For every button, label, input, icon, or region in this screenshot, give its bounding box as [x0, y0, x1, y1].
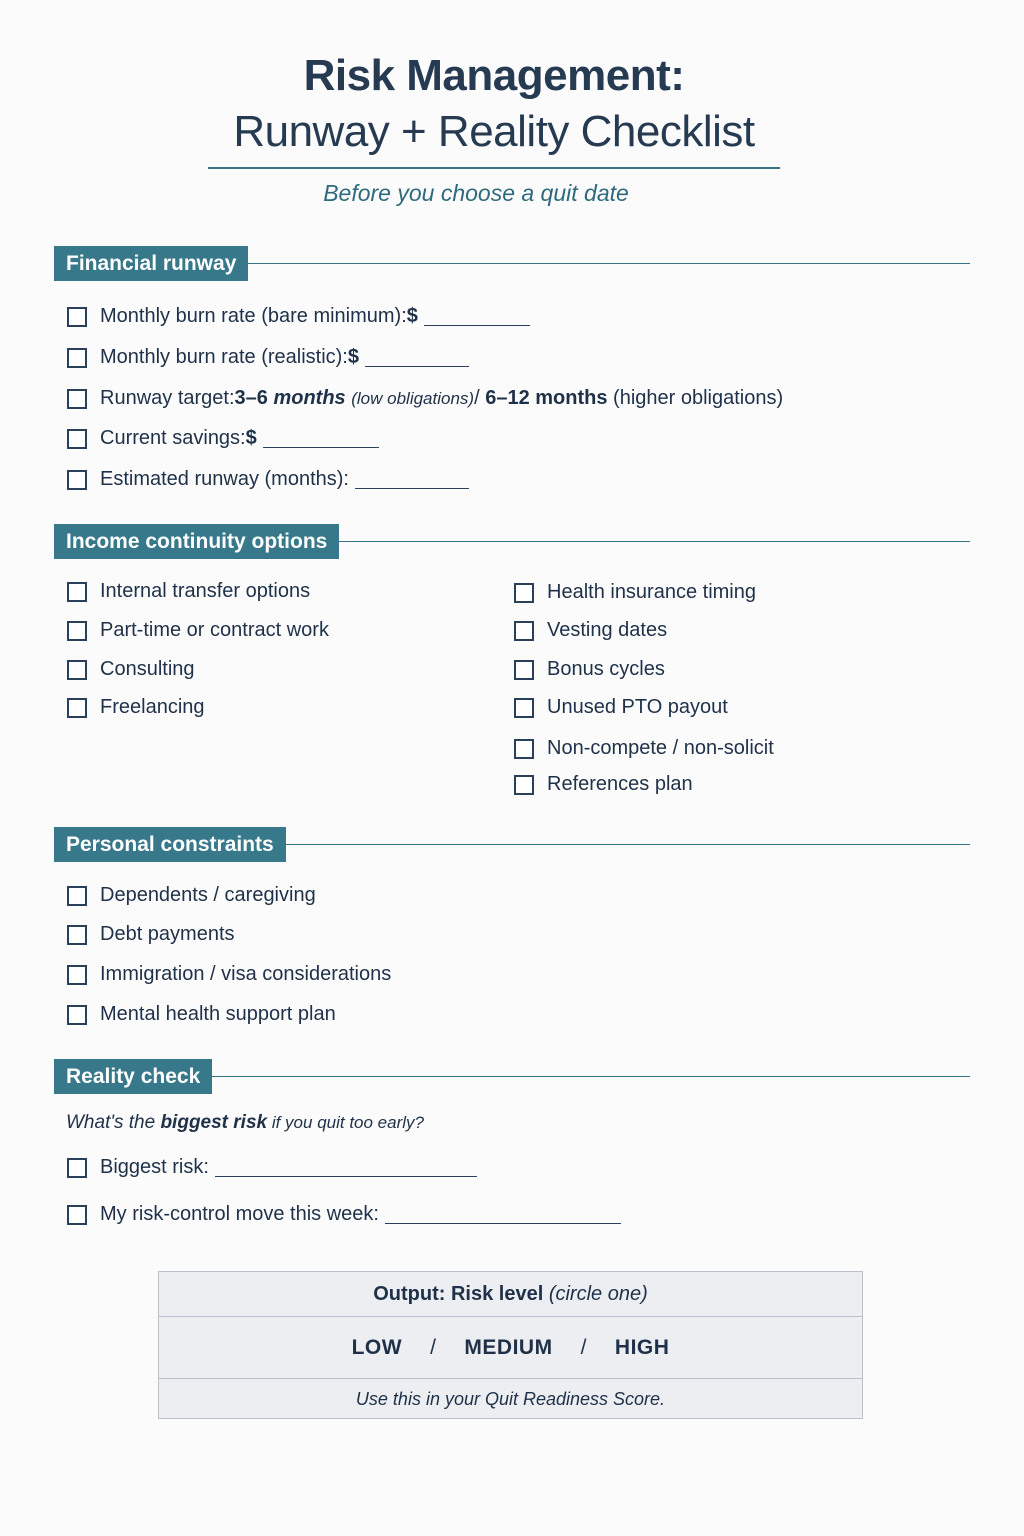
output-footer: Use this in your Quit Readiness Score. [355, 1388, 666, 1409]
checkbox[interactable] [514, 621, 534, 641]
section-title: Income continuity options [54, 524, 339, 559]
checklist-item-runway-target: Runway target: 3–6 months (low obligations) / 6–12 months (higher obligations) [67, 387, 783, 410]
checkbox[interactable] [67, 1005, 87, 1025]
section-financial-runway [54, 246, 970, 281]
checklist-item: Consulting [67, 658, 195, 681]
checkbox[interactable] [67, 965, 87, 985]
checkbox[interactable] [67, 429, 87, 449]
checklist-item: Unused PTO payout [514, 696, 728, 719]
checklist-item: Dependents / caregiving [67, 884, 316, 907]
checklist-item-current-savings: Current savings: $ [67, 427, 379, 450]
checkbox[interactable] [67, 348, 87, 368]
risk-option-medium[interactable]: MEDIUM [464, 1335, 553, 1359]
checkbox[interactable] [67, 1205, 87, 1225]
section-title: Reality check [54, 1059, 212, 1094]
output-risk-level-box [158, 1271, 863, 1419]
page-title: Risk Management: [303, 51, 685, 100]
output-header: Output: Risk level (circle one) [159, 1272, 862, 1317]
checkbox[interactable] [67, 470, 87, 490]
title-divider [208, 167, 780, 169]
checkbox[interactable] [67, 886, 87, 906]
checkbox[interactable] [514, 698, 534, 718]
checklist-item: Mental health support plan [67, 1003, 336, 1026]
checkbox[interactable] [67, 621, 87, 641]
checkbox[interactable] [67, 698, 87, 718]
checkbox[interactable] [67, 307, 87, 327]
subtitle: Before you choose a quit date [323, 180, 629, 206]
checklist-item: Part-time or contract work [67, 619, 329, 642]
section-reality-check [54, 1059, 970, 1094]
blank-input[interactable] [215, 1158, 477, 1177]
checkbox[interactable] [514, 739, 534, 759]
checkbox[interactable] [67, 925, 87, 945]
checklist-item: Freelancing [67, 696, 205, 719]
checkbox[interactable] [67, 582, 87, 602]
blank-input[interactable] [424, 307, 530, 326]
checklist-item-burn-minimum: Monthly burn rate (bare minimum): $ [67, 305, 530, 328]
checklist-item: Debt payments [67, 923, 235, 946]
checklist-item: References plan [514, 773, 693, 796]
section-title: Personal constraints [54, 827, 286, 862]
page-title-line2: Runway + Reality Checklist [233, 107, 755, 156]
checklist-item-risk-control-move: My risk-control move this week: [67, 1203, 621, 1226]
blank-input[interactable] [355, 470, 469, 489]
checklist-item-biggest-risk: Biggest risk: [67, 1156, 477, 1179]
section-title: Financial runway [54, 246, 248, 281]
checkbox[interactable] [67, 1158, 87, 1178]
checklist-item-burn-realistic: Monthly burn rate (realistic): $ [67, 346, 469, 369]
checklist-item: Health insurance timing [514, 581, 756, 604]
blank-input[interactable] [263, 429, 379, 448]
section-income-continuity [54, 524, 970, 559]
blank-input[interactable] [385, 1205, 621, 1224]
checklist-item: Bonus cycles [514, 658, 665, 681]
checkbox[interactable] [514, 660, 534, 680]
checkbox[interactable] [514, 775, 534, 795]
section-divider [339, 541, 970, 543]
section-divider [212, 1076, 970, 1078]
title-block [0, 48, 988, 160]
section-divider [248, 263, 970, 265]
checklist-item: Immigration / visa considerations [67, 963, 391, 986]
checklist-item: Non-compete / non-solicit [514, 737, 774, 760]
section-personal-constraints [54, 827, 970, 862]
checklist-item: Internal transfer options [67, 580, 310, 603]
blank-input[interactable] [365, 348, 469, 367]
risk-option-low[interactable]: LOW [351, 1335, 403, 1359]
checkbox[interactable] [514, 583, 534, 603]
checklist-item: Vesting dates [514, 619, 667, 642]
risk-option-high[interactable]: HIGH [614, 1335, 670, 1359]
checkbox[interactable] [67, 660, 87, 680]
checkbox[interactable] [67, 389, 87, 409]
section-divider [286, 844, 970, 846]
reality-prompt: What's the biggest risk if you quit too early? [66, 1112, 424, 1133]
checklist-item-estimated-runway: Estimated runway (months): [67, 468, 469, 491]
risk-level-options: LOW / MEDIUM / HIGH [159, 1317, 862, 1379]
